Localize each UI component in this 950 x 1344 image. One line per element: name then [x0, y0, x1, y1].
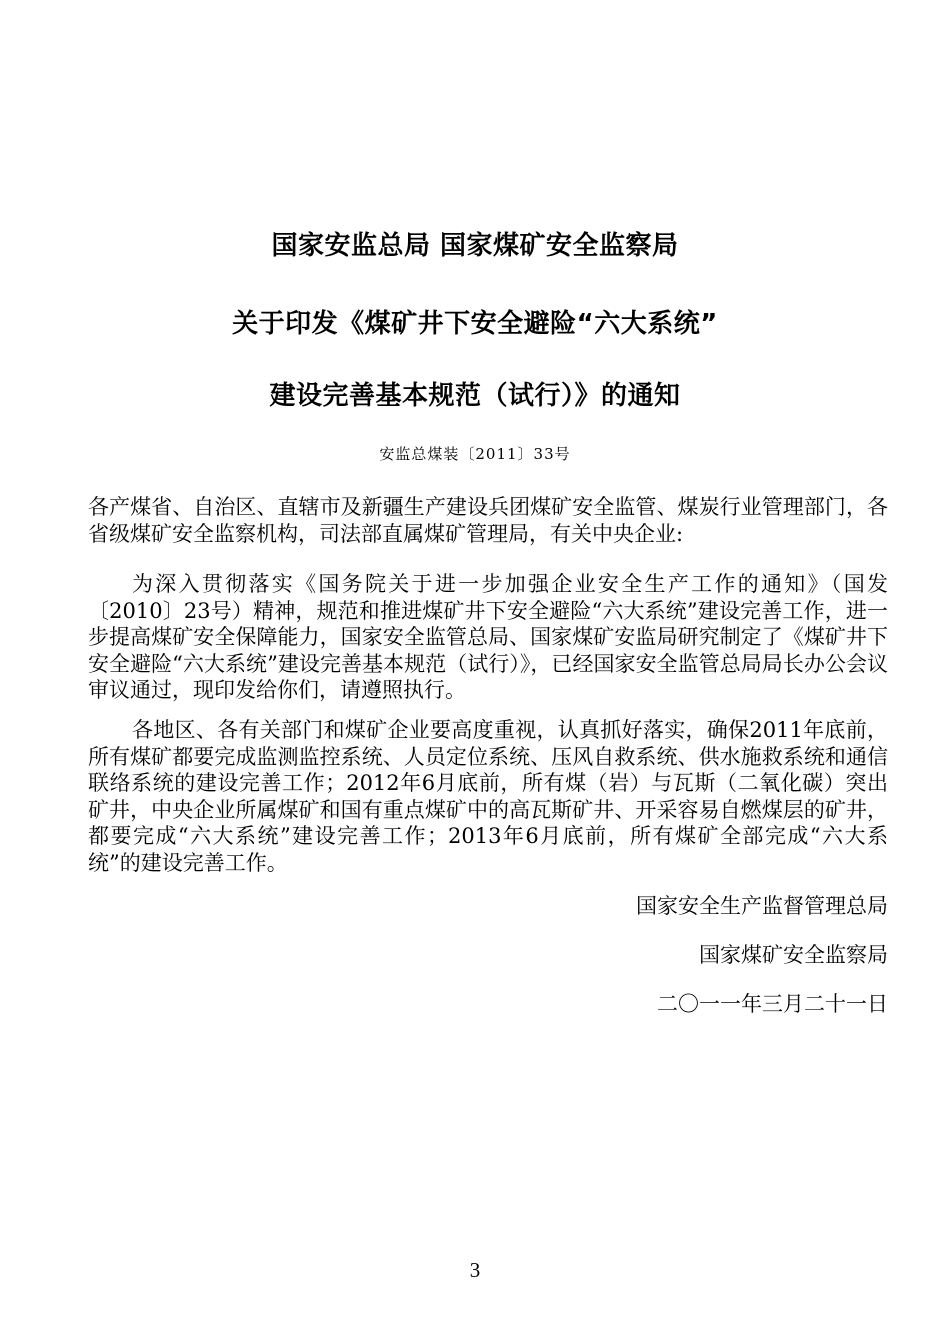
title-line-1: 国家安监总局 国家煤矿安全监察局	[271, 231, 679, 261]
signature-date: 二〇一一年三月二十一日	[657, 992, 888, 1016]
title-line-3: 建设完善基本规范（试行）》的通知	[269, 381, 681, 411]
document-number: 安监总煤装〔2011〕33号	[379, 445, 571, 463]
body-paragraph-1	[88, 571, 888, 704]
signature-issuer-1: 国家安全生产监督管理总局	[636, 894, 888, 918]
paragraph-text: 为深入贯彻落实《国务院关于进一步加强企业安全生产工作的通知》（国发〔2010〕23号）精神，规范和推进煤矿井下安全避险“六大系统”建设完善工作，进一步提高煤矿安全保障能力，国家安全监管总局、国家煤矿安监局研究制定了《煤矿井下安全避险“六大系统”建设完善基本规范（试行）》，已经国家安全监管总局局长办公会议审议通过，现印发给你们，请遵照执行。	[88, 572, 888, 702]
salutation-text: 各产煤省、自治区、直辖市及新疆生产建设兵团煤矿安全监管、煤炭行业管理部门，各省级煤矿安全监察机构，司法部直属煤矿管理局，有关中央企业:	[88, 495, 888, 546]
page-number: 3	[469, 1258, 481, 1282]
body-paragraph-2	[88, 717, 888, 876]
paragraph-text: 各地区、各有关部门和煤矿企业要高度重视，认真抓好落实，确保2011年底前，所有煤矿都要完成监测监控系统、人员定位系统、压风自救系统、供水施救系统和通信联络系统的建设完善工作；2012年6月底前，所有煤（岩）与瓦斯（二氧化碳）突出矿井，中央企业所属煤矿和国有重点煤矿中的高瓦斯矿井、开采容易自燃煤层的矿井，都要完成“六大系统”建设完善工作；2013年6月底前，所有煤矿全部完成“六大系统”的建设完善工作。	[88, 718, 888, 875]
salutation	[88, 494, 888, 547]
title-line-2: 关于印发《煤矿井下安全避险“六大系统”	[232, 309, 718, 339]
signature-issuer-2: 国家煤矿安全监察局	[699, 943, 888, 967]
